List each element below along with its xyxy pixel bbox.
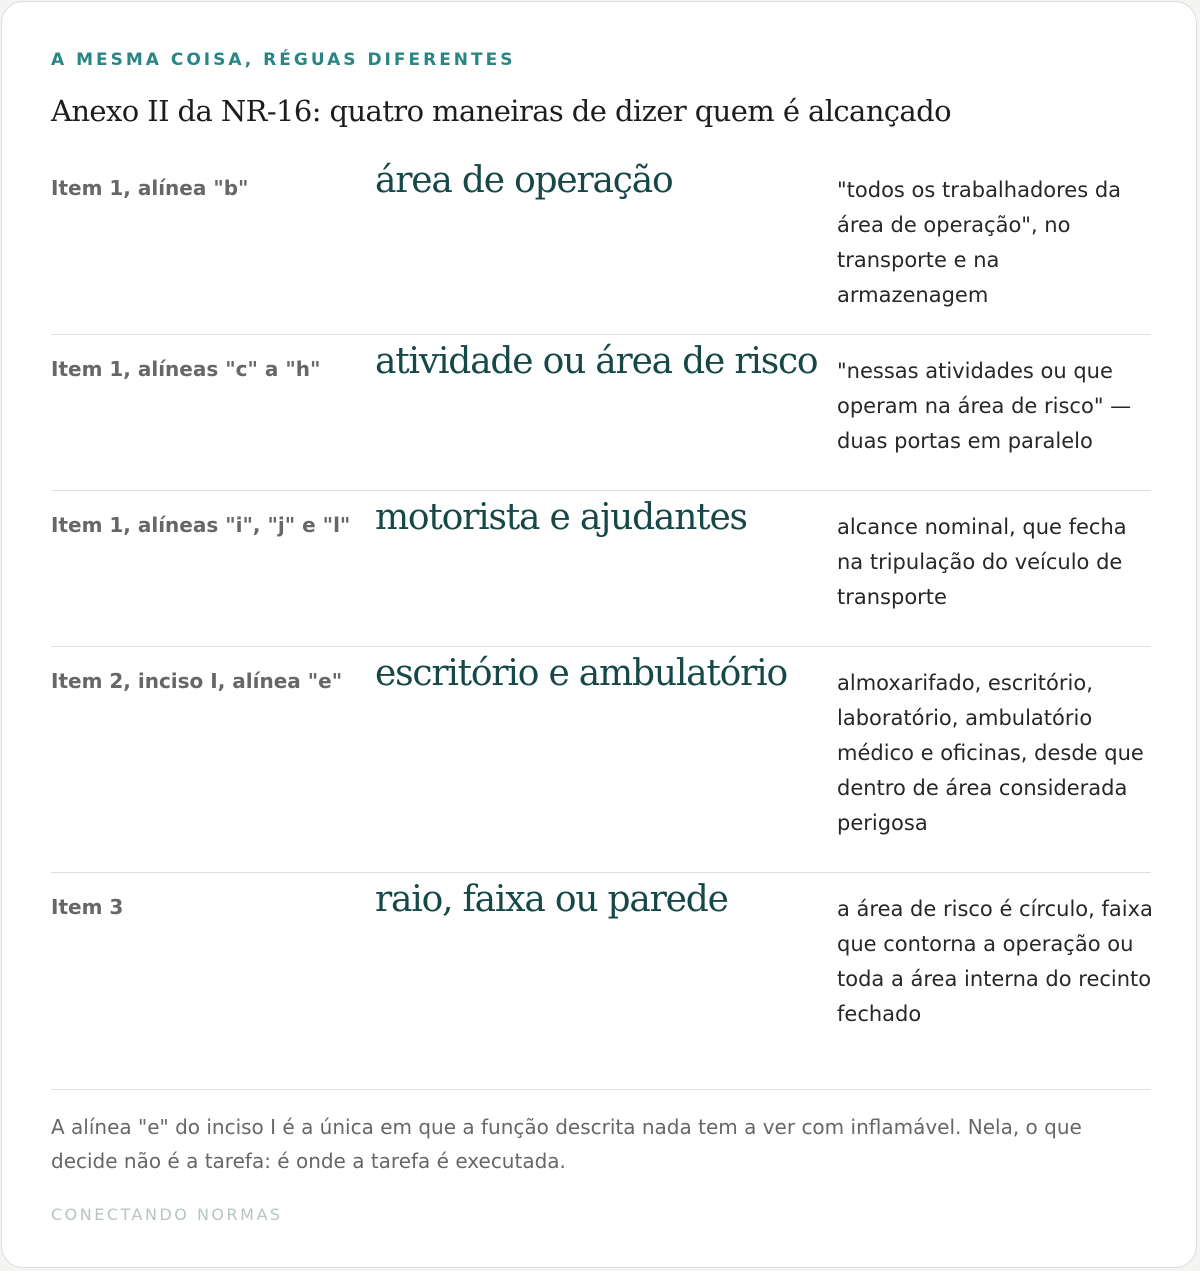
row-reference: Item 3	[51, 895, 124, 919]
row-term: raio, faixa ou parede	[375, 879, 728, 920]
row-description: alcance nominal, que fecha na tripulação do veículo de transporte	[837, 515, 1127, 609]
row-reference: Item 1, alínea "b"	[51, 176, 249, 200]
row-description: "todos os trabalhadores da área de operação", no transporte e na armazenagem	[837, 178, 1122, 307]
row-term: motorista e ajudantes	[375, 497, 747, 538]
row-reference: Item 2, inciso I, alínea "e"	[51, 669, 343, 693]
table-row	[51, 154, 1151, 335]
table-row	[51, 873, 1151, 1090]
brand-footer: CONECTANDO NORMAS	[51, 1205, 283, 1224]
kicker: A MESMA COISA, RÉGUAS DIFERENTES	[51, 50, 516, 70]
row-description: almoxarifado, escritório, laboratório, ambulatório médico e oficinas, desde que dentro de área considerada perigosa	[837, 671, 1144, 835]
card	[1, 1, 1197, 1268]
footnote: A alínea "e" do inciso I é a única em que a função descrita nada tem a ver com inflamável. Nela, o que decide não é a tarefa: é onde a tarefa é executada.	[51, 1115, 1082, 1173]
row-reference: Item 1, alíneas "i", "j" e "l"	[51, 513, 351, 537]
table-row	[51, 647, 1151, 873]
row-reference: Item 1, alíneas "c" a "h"	[51, 357, 321, 381]
row-term: área de operação	[375, 160, 673, 201]
table-row	[51, 335, 1151, 491]
row-term: atividade ou área de risco	[375, 341, 818, 382]
page-title: Anexo II da NR-16: quatro maneiras de dizer quem é alcançado	[51, 94, 951, 128]
rows-list	[51, 154, 1151, 1090]
row-description: a área de risco é círculo, faixa que contorna a operação ou toda a área interna do recinto fechado	[837, 897, 1153, 1026]
row-description: "nessas atividades ou que operam na área de risco" — duas portas em paralelo	[837, 359, 1132, 453]
row-term: escritório e ambulatório	[375, 653, 787, 694]
table-row	[51, 491, 1151, 647]
